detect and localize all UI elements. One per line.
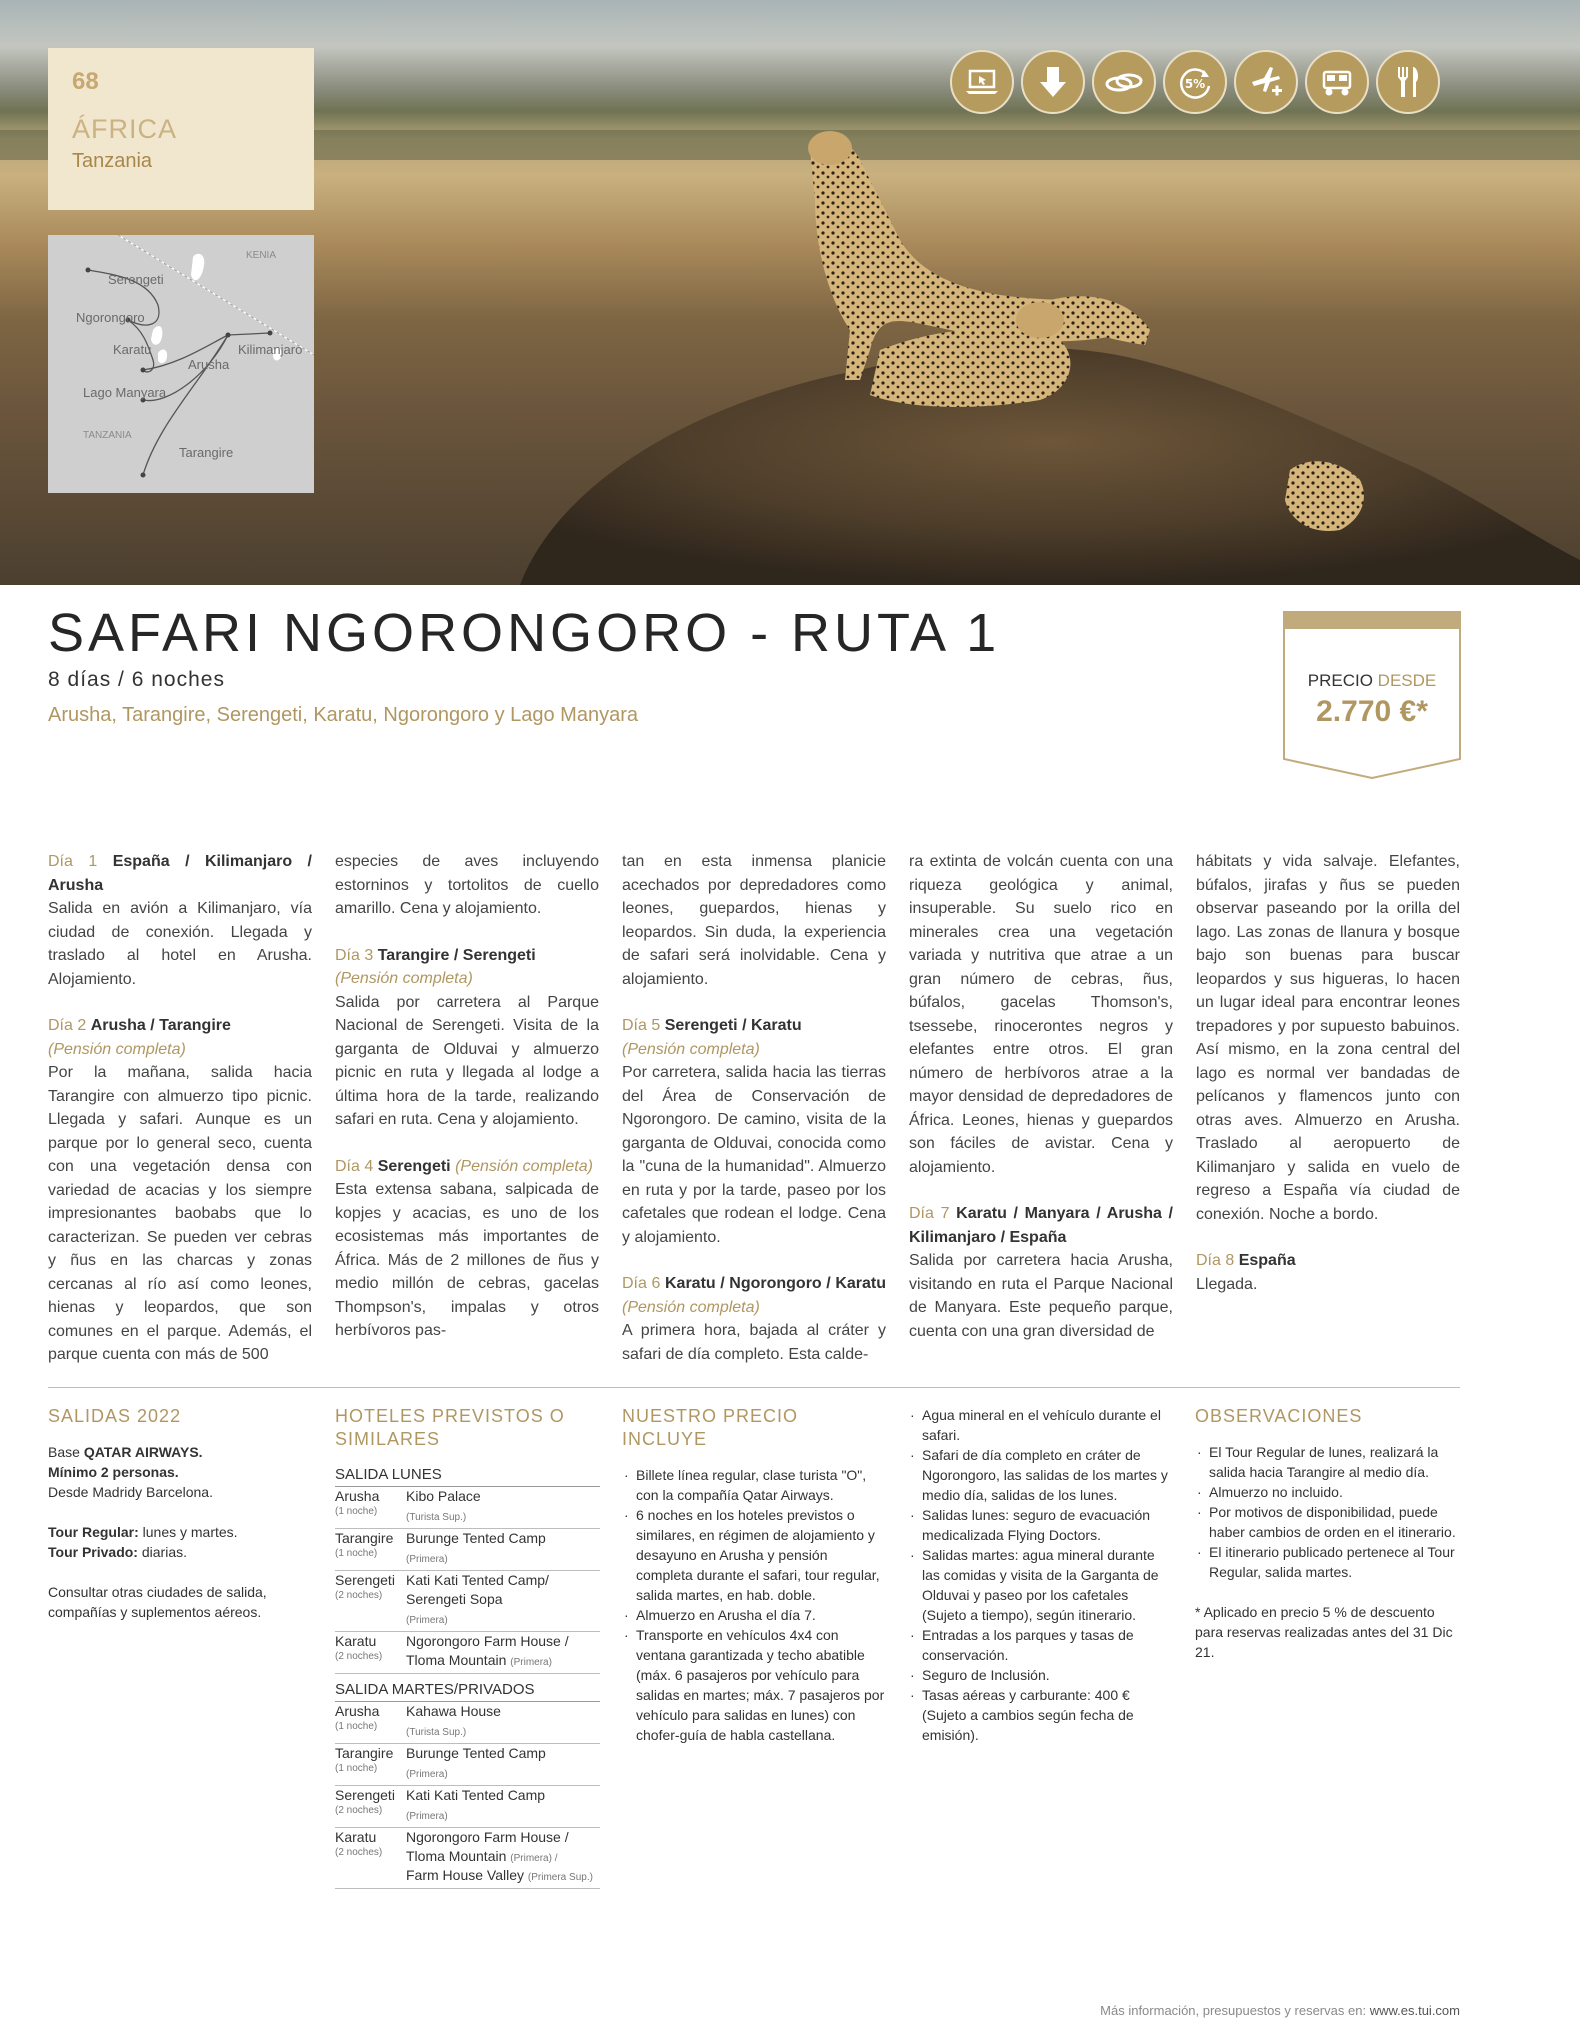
- hotel-name-text: Ngorongoro Farm House /: [406, 1829, 569, 1845]
- list-item: · Salidas lunes: seguro de evacuación medicalizada Flying Doctors.: [908, 1505, 1172, 1545]
- hotel-name-line: [406, 1745, 600, 1764]
- departures-min-persons: [48, 1462, 312, 1482]
- itinerary-day-2: [48, 1014, 312, 1367]
- hotel-category: (Primera): [406, 1554, 448, 1565]
- hotel-category: (Primera) /: [510, 1853, 558, 1864]
- section-divider: [48, 1387, 1460, 1388]
- map-label-tanzania: TANZANIA: [83, 430, 132, 441]
- destination-tag: [48, 48, 314, 210]
- day-meal-plan: (Pensión completa): [335, 970, 473, 987]
- hotel-name: [406, 1703, 600, 1741]
- day-text: especies de aves incluyendo estorninos y tortolitos de cuello amarillo. Cena y alojamiento.: [335, 853, 599, 917]
- list-item: · Salidas martes: agua mineral durante las comidas y visita de la Garganta de Olduvai y paseo por los cafetales (Sujeto a tiempo), según itinerario.: [908, 1545, 1172, 1625]
- itinerary-column-5: [1196, 850, 1460, 1319]
- hotels-heading: HOTELES PREVISTOS O SIMILARES: [335, 1406, 565, 1449]
- hotel-name-line: [406, 1764, 600, 1783]
- observations-section: [1195, 1405, 1459, 1662]
- hotel-name-line: [406, 1848, 600, 1867]
- includes-list: [622, 1465, 886, 1745]
- hotel-city-name: Tarangire: [335, 1530, 394, 1546]
- list-item: · Transporte en vehículos 4x4 con ventana garantizada y techo abatible (máx. 6 pasajeros por vehículo para salidas en martes; máx. 7 pasajeros por vehículo para salidas en lunes) con chofer-guía de habla castellana.: [622, 1625, 886, 1745]
- price-badge: [1283, 611, 1461, 779]
- itinerary-day-5: [622, 1014, 886, 1249]
- footer-text: Más información, presupuestos y reservas en:: [1100, 2003, 1367, 2018]
- day-number: Día 3: [335, 946, 374, 964]
- hotel-name-line: [406, 1610, 600, 1629]
- day-number: Día 8: [1196, 1252, 1235, 1269]
- day-text: Esta extensa sabana, salpicada de kopjes y acacias, es uno de los ecosistemas más importantes de África. Más de 2 millones de ñus y medio millón de cebras, gacelas Thompson's, impalas y otros herbívoros pas-: [335, 1181, 599, 1339]
- departures-base: [48, 1442, 312, 1462]
- laptop-icon: [950, 50, 1014, 114]
- day-title: Karatu / Manyara / Arusha / Kilimanjaro / España: [909, 1205, 1174, 1246]
- hotel-row: [335, 1632, 600, 1674]
- itinerary-day-7-cont: [1196, 850, 1460, 1226]
- hotel-city-name: Karatu: [335, 1829, 377, 1845]
- hotel-name-line: [406, 1787, 600, 1806]
- includes-list-cont: [908, 1405, 1172, 1745]
- day-text: Por carretera, salida hacia las tierras del Área de Conservación de Ngorongoro. De camino, visita de la garganta de Olduvai, conocida como la "cuna de la humanidad". Almuerzo en ruta y por la tarde, paseo por los cafetales que rodean el lodge. Cena y alojamiento.: [622, 1064, 886, 1246]
- regular-label: Tour Regular:: [48, 1524, 139, 1540]
- hotel-name: [406, 1829, 600, 1886]
- observations-footnote: * Aplicado en precio 5 % de descuento para reservas realizadas antes del 31 Dic 21.: [1195, 1604, 1453, 1660]
- day-meal-plan: (Pensión completa): [455, 1157, 593, 1175]
- service-icons: [950, 50, 1440, 116]
- hotel-name-line: [406, 1806, 600, 1825]
- hotel-row: [335, 1529, 600, 1571]
- region-label: ÁFRICA: [72, 114, 178, 144]
- route-map: [48, 235, 314, 493]
- hotel-name-line: [406, 1867, 600, 1886]
- hotel-category: (Primera): [406, 1769, 448, 1780]
- hotel-sections: [335, 1465, 600, 1889]
- trip-route: Arusha, Tarangire, Serengeti, Karatu, Ngorongoro y Lago Manyara: [48, 704, 638, 726]
- hotel-city: [335, 1829, 406, 1886]
- day-text: Por la mañana, salida hacia Tarangire con almuerzo tipo picnic. Llegada y safari. Aunque es un parque por lo general seco, cuenta con una vegetación densa con variedad de acacias y los siempre impresionantes baobabs que lo caracterizan. Se pueden ver cebras y ñus en las charcas y zonas cercanas al río así como leones, hienas y leopardos, que son comunes en el parque. Además, el parque cuenta con más de 500: [48, 1064, 312, 1363]
- itinerary-column-2: [335, 850, 599, 1366]
- hotel-row: [335, 1702, 600, 1744]
- departures-from: Desde Madridy Barcelona.: [48, 1484, 213, 1500]
- itinerary-day-1: [48, 850, 312, 991]
- hotel-name: [406, 1633, 600, 1671]
- base-airline: QATAR AIRWAYS.: [83, 1444, 203, 1460]
- day-text: Salida en avión a Kilimanjaro, vía ciudad de conexión. Llegada y traslado al hotel en Arusha. Alojamiento.: [48, 900, 312, 988]
- map-label-ngorongoro: Ngorongoro: [76, 310, 145, 325]
- price-includes-section: [622, 1405, 886, 1745]
- day-number: Día 1: [48, 853, 98, 870]
- price-label-muted: DESDE: [1377, 671, 1437, 690]
- hotel-section-title: SALIDA LUNES: [335, 1465, 600, 1487]
- hotel-category: (Primera): [406, 1811, 448, 1822]
- itinerary: [48, 850, 1460, 1363]
- hotel-name-text: Kibo Palace: [406, 1488, 481, 1504]
- day-number: Día 7: [909, 1205, 950, 1222]
- day-number: Día 4: [335, 1157, 374, 1175]
- map-label-tarangire: Tarangire: [179, 445, 234, 460]
- hotel-name: [406, 1530, 600, 1568]
- discount-5-percent-icon: [1163, 50, 1227, 114]
- list-item: · 6 noches en los hoteles previstos o similares, en régimen de alojamiento y desayuno en Arusha y pensión completa durante el safari, tour regular, salida martes, en hab. doble.: [622, 1505, 886, 1605]
- hotel-city: [335, 1572, 406, 1629]
- regular-value: lunes y martes.: [142, 1524, 238, 1540]
- footer: [1060, 2003, 1460, 2018]
- hotels-section: [335, 1405, 600, 1889]
- hotel-city-name: Tarangire: [335, 1745, 394, 1761]
- private-label: Tour Privado:: [48, 1544, 138, 1560]
- map-label-kilimanjaro: Kilimanjaro: [238, 342, 303, 357]
- footer-link[interactable]: www.es.tui.com: [1369, 2003, 1460, 2018]
- hotel-name-text: Kati Kati Tented Camp: [406, 1787, 546, 1803]
- hotel-city-name: Karatu: [335, 1633, 377, 1649]
- hotel-city: [335, 1787, 406, 1825]
- hotel-category: (Primera): [406, 1615, 448, 1626]
- day-text: Salida por carretera al Parque Nacional de Serengeti. Visita de la garganta de Olduvai y almuerzo picnic en ruta y llegada al lodge a última hora de la tarde, realizando safari en ruta. Cena y alojamiento.: [335, 993, 599, 1128]
- hotel-name-line: [406, 1829, 600, 1848]
- hotel-name-line: [406, 1549, 600, 1568]
- map-label-karatu: Karatu: [113, 342, 152, 357]
- hotel-name-text: Tloma Mountain: [406, 1848, 507, 1864]
- itinerary-column-3: [622, 850, 886, 1389]
- rings-icon: [1092, 50, 1156, 114]
- hotel-name-line: [406, 1722, 600, 1741]
- hotel-name-text: Burunge Tented Camp: [406, 1530, 546, 1546]
- page-number: 68: [72, 68, 99, 95]
- base-prefix: Base: [48, 1444, 80, 1460]
- hotel-name-text: Serengeti Sopa: [406, 1591, 503, 1607]
- day-text: ra extinta de volcán cuenta con una riqueza geológica y animal, insuperable. Su suelo rico en minerales crea una vegetación variada y nutritiva que atrae a un gran número de cebras, ñus, búfalos, gacelas Thomson's, tsessebe, rinocerontes negros y elefantes entre otros. El gran número de herbívoros atrae a la mayor densidad de depredadores de África. Leones, hienas y guepardos son fáciles de avistar. Cena y alojamiento.: [909, 853, 1173, 1176]
- map-label-serengeti: Serengeti: [108, 272, 164, 287]
- itinerary-day-4: [335, 1155, 599, 1343]
- hotel-name-line: [406, 1507, 600, 1526]
- list-item: · Seguro de Inclusión.: [908, 1665, 1172, 1685]
- list-item: · Safari de día completo en cráter de Ngorongoro, las salidas de los martes y medio día, salidas de los lunes.: [908, 1445, 1172, 1505]
- day-number: Día 6: [622, 1275, 661, 1292]
- hotel-city: [335, 1745, 406, 1783]
- hotel-name-text: Tloma Mountain: [406, 1652, 507, 1668]
- day-meal-plan: (Pensión completa): [48, 1040, 186, 1058]
- departures-regular: [48, 1522, 312, 1542]
- day-title: Serengeti / Karatu: [664, 1017, 802, 1034]
- hotel-nights: (1 noche): [335, 1721, 378, 1732]
- hotel-nights: (2 noches): [335, 1651, 383, 1662]
- price-value: 2.770 €*: [1316, 695, 1428, 728]
- map-label-lago-manyara: Lago Manyara: [83, 385, 167, 400]
- hotel-city-name: Serengeti: [335, 1787, 395, 1803]
- itinerary-day-6: [622, 1272, 886, 1366]
- day-number: Día 5: [622, 1017, 661, 1034]
- hotel-city: [335, 1488, 406, 1526]
- hotel-nights: (1 noche): [335, 1506, 378, 1517]
- hotel-name-line: [406, 1591, 600, 1610]
- map-label-arusha: Arusha: [188, 357, 230, 372]
- departures-note: Consultar otras ciudades de salida, compañías y suplementos aéreos.: [48, 1584, 267, 1620]
- hotel-name-line: [406, 1488, 600, 1507]
- hotel-name-text: Burunge Tented Camp: [406, 1745, 546, 1761]
- trip-duration: 8 días / 6 noches: [48, 668, 225, 691]
- day-text: tan en esta inmensa planicie acechados por depredadores como leones, guepardos, hienas y leopardos. Sin duda, la experiencia de safari será inolvidable. Cena y alojamiento.: [622, 853, 886, 988]
- list-item: · Tasas aéreas y carburante: 400 € (Sujeto a cambios según fecha de emisión).: [908, 1685, 1172, 1745]
- day-title: Tarangire / Serengeti: [377, 946, 536, 964]
- itinerary-column-1: [48, 850, 312, 1390]
- discount-label: 5%: [1184, 77, 1206, 91]
- hotel-nights: (1 noche): [335, 1763, 378, 1774]
- list-item: · Billete línea regular, clase turista "O", con la compañía Qatar Airways.: [622, 1465, 886, 1505]
- map-label-kenya: KENIA: [246, 250, 277, 261]
- hotel-row: [335, 1744, 600, 1786]
- hotel-category: (Turista Sup.): [406, 1512, 467, 1523]
- hotel-row: [335, 1786, 600, 1828]
- day-text: hábitats y vida salvaje. Elefantes, búfalos, jirafas y ñus se pueden observar paseando por la orilla del lago. Las zonas de llanura y bosque bajo son buenas para buscar leopardos y sus higueras, lo hacen un lugar ideal para encontrar leones trepadores y por supuesto babuinos. Así mismo, en la zona central del lago es normal ver bandadas de pelícanos y flamencos junto con otras aves. Almuerzo en Arusha. Traslado al aeropuerto de Kilimanjaro y salida en vuelo de regreso a España vía ciudad de conexión. Noche a bordo.: [1196, 853, 1460, 1223]
- day-text: Llegada.: [1196, 1275, 1258, 1293]
- day-meal-plan: (Pensión completa): [622, 1040, 760, 1058]
- hotel-category: (Primera): [510, 1657, 552, 1668]
- price-label-main: PRECIO: [1307, 671, 1373, 690]
- hotel-name-line: [406, 1633, 600, 1652]
- hotel-name: [406, 1787, 600, 1825]
- day-title: Karatu / Ngorongoro / Karatu: [664, 1275, 886, 1292]
- hotel-name: [406, 1488, 600, 1526]
- departures-heading: SALIDAS 2022: [48, 1406, 182, 1426]
- country-label: Tanzania: [72, 150, 153, 172]
- departures-private: [48, 1542, 312, 1562]
- private-value: diarias.: [141, 1544, 187, 1560]
- price-includes-section-cont: [908, 1405, 1172, 1745]
- hotel-name-text: Kahawa House: [406, 1703, 501, 1719]
- hotel-name-line: [406, 1652, 600, 1671]
- hotel-nights: (2 noches): [335, 1847, 383, 1858]
- observations-list: [1195, 1442, 1459, 1582]
- hotel-name-line: [406, 1572, 600, 1591]
- day-title: Serengeti: [377, 1157, 451, 1175]
- hotel-city: [335, 1530, 406, 1568]
- hotel-row: [335, 1828, 600, 1889]
- itinerary-day-2-cont: [335, 850, 599, 921]
- day-title: Arusha / Tarangire: [90, 1017, 231, 1034]
- includes-heading: NUESTRO PRECIO INCLUYE: [622, 1406, 799, 1449]
- hotel-name-line: [406, 1530, 600, 1549]
- list-item: · Almuerzo no incluido.: [1195, 1482, 1459, 1502]
- list-item: · Entradas a los parques y tasas de conservación.: [908, 1625, 1172, 1665]
- observations-heading: OBSERVACIONES: [1195, 1406, 1363, 1426]
- hotel-city: [335, 1633, 406, 1671]
- itinerary-day-3: [335, 944, 599, 1132]
- jeep-icon: [1305, 50, 1369, 114]
- hotel-name-line: [406, 1703, 600, 1722]
- hotel-nights: (2 noches): [335, 1805, 383, 1816]
- day-meal-plan: (Pensión completa): [622, 1298, 760, 1316]
- page-title: SAFARI NGORONGORO - RUTA 1: [48, 603, 1001, 663]
- itinerary-column-4: [909, 850, 1173, 1366]
- flight-insurance-icon: [1234, 50, 1298, 114]
- list-item: · Por motivos de disponibilidad, puede haber cambios de orden en el itinerario.: [1195, 1502, 1459, 1542]
- day-title: España / Kilimanjaro / Arusha: [48, 853, 312, 894]
- hotel-name-text: Ngorongoro Farm House /: [406, 1633, 569, 1649]
- meals-icon: [1376, 50, 1440, 114]
- hotel-category: (Primera Sup.): [527, 1872, 593, 1883]
- hotel-name: [406, 1572, 600, 1629]
- hotel-name: [406, 1745, 600, 1783]
- departures-section: [48, 1405, 312, 1622]
- itinerary-day-8: [1196, 1249, 1460, 1296]
- hotel-city-name: Serengeti: [335, 1572, 395, 1588]
- hotel-row: [335, 1487, 600, 1529]
- download-icon: [1021, 50, 1085, 114]
- day-number: Día 2: [48, 1017, 87, 1034]
- hotel-city-name: Arusha: [335, 1488, 380, 1504]
- price-label: [1283, 671, 1461, 691]
- hotel-nights: (1 noche): [335, 1548, 378, 1559]
- hotel-name-text: Farm House Valley: [406, 1867, 525, 1883]
- list-item: · El itinerario publicado pertenece al Tour Regular, salida martes.: [1195, 1542, 1459, 1582]
- list-item: · Agua mineral en el vehículo durante el safari.: [908, 1405, 1172, 1445]
- day-title: España: [1238, 1252, 1296, 1269]
- list-item: · El Tour Regular de lunes, realizará la salida hacia Tarangire al medio día.: [1195, 1442, 1459, 1482]
- min-persons: Mínimo 2 personas.: [48, 1464, 179, 1480]
- hotel-city: [335, 1703, 406, 1741]
- hotel-section-title: SALIDA MARTES/PRIVADOS: [335, 1680, 600, 1702]
- day-text: Salida por carretera hacia Arusha, visitando en ruta el Parque Nacional de Manyara. Este pequeño parque, cuenta con una gran diversidad de: [909, 1252, 1173, 1340]
- hotel-row: [335, 1571, 600, 1632]
- day-text: A primera hora, bajada al cráter y safari de día completo. Esta calde-: [622, 1322, 886, 1363]
- itinerary-day-6-cont: [909, 850, 1173, 1179]
- hotel-name-text: Kati Kati Tented Camp/: [406, 1572, 549, 1588]
- list-item: · Almuerzo en Arusha el día 7.: [622, 1605, 886, 1625]
- hotel-nights: (2 noches): [335, 1590, 383, 1601]
- hotel-category: (Turista Sup.): [406, 1727, 467, 1738]
- itinerary-day-4-cont: [622, 850, 886, 991]
- hotel-city-name: Arusha: [335, 1703, 380, 1719]
- itinerary-day-7: [909, 1202, 1173, 1343]
